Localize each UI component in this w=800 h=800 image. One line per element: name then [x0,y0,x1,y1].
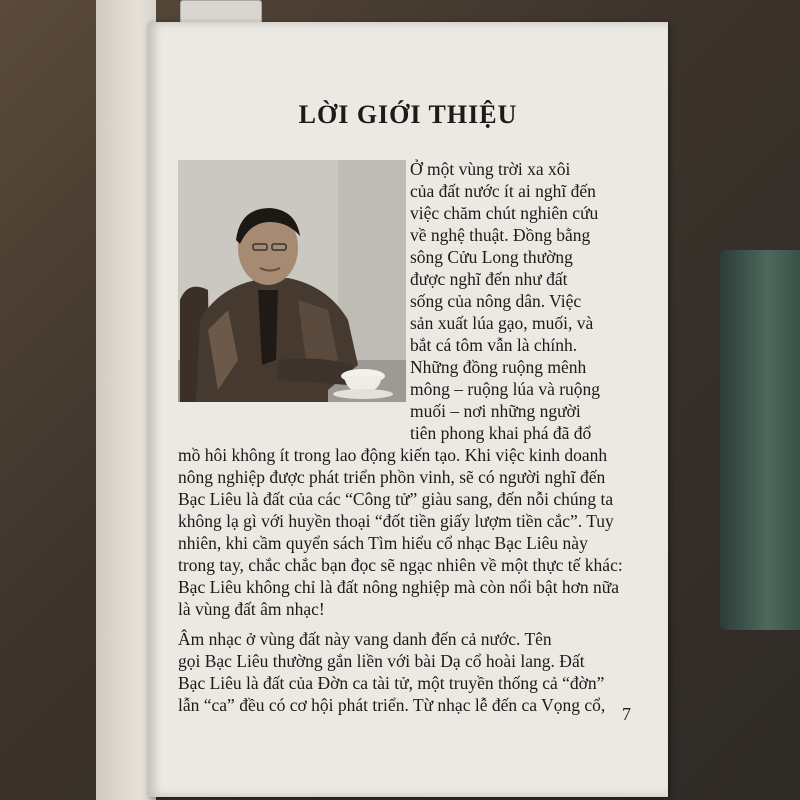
text-line: được nghĩ đến như đất [410,269,568,289]
text-line: mồ hôi không ít trong lao động kiến tạo. Khi việc kinh doanh [178,445,608,465]
text-line: về nghệ thuật. Đồng bằng [410,225,591,245]
text-line: trong tay, chắc chắc bạn đọc sẽ ngạc nhiên về một thực tế khác: [178,555,623,575]
text-line: Bạc Liêu không chỉ là đất nông nghiệp mà còn nổi bật hơn nữa [178,577,620,597]
text-line: là vùng đất âm nhạc! [178,599,325,619]
text-line: sống của nông dân. Việc [410,291,582,311]
author-photo [178,160,406,402]
text-line: của đất nước ít ai nghĩ đến [410,181,596,201]
text-line: Bạc Liêu là đất của Đờn ca tài tử, một truyền thống cả “đờn” [178,673,605,693]
author-photo-image [178,160,406,402]
text-line: sông Cửu Long thường [410,247,573,267]
back-page-edge [96,0,156,800]
page-number: 7 [622,704,631,724]
text-line: gọi Bạc Liêu thường gắn liền với bài Dạ cổ hoài lang. Đất [178,651,585,671]
page-title: LỜI GIỚI THIỆU [298,100,518,129]
text-line: muối – nơi những người [410,401,581,421]
text-line: tiên phong khai phá đã đổ [410,423,592,443]
text-line: bắt cá tôm vẫn là chính. [410,335,578,355]
text-line: Bạc Liêu là đất của các “Công tử” giàu sang, đến nỗi chúng ta [178,489,614,509]
text-line: nông nghiệp được phát triển phồn vinh, sẽ có người nghĩ đến [178,467,606,487]
text-line: mông – ruộng lúa và ruộng [410,379,601,399]
text-line: Những đồng ruộng mênh [410,357,587,377]
text-line: Âm nhạc ở vùng đất này vang danh đến cả nước. Tên [178,629,552,649]
text-line: việc chăm chút nghiên cứu [410,203,599,223]
text-line: lẫn “ca” đều có cơ hội phát triển. Từ nhạc lễ đến ca Vọng cổ, [178,695,606,715]
text-line: sản xuất lúa gạo, muối, và [410,313,594,333]
text-line: nhiên, khi cầm quyển sách Tìm hiểu cổ nhạc Bạc Liêu này [178,533,588,553]
text-line: Ở một vùng trời xa xôi [410,159,571,179]
green-object [720,250,800,630]
text-line: không lạ gì với huyền thoại “đốt tiền giấy lượm tiền cắc”. Tuy [178,511,614,531]
book-page [148,22,668,797]
